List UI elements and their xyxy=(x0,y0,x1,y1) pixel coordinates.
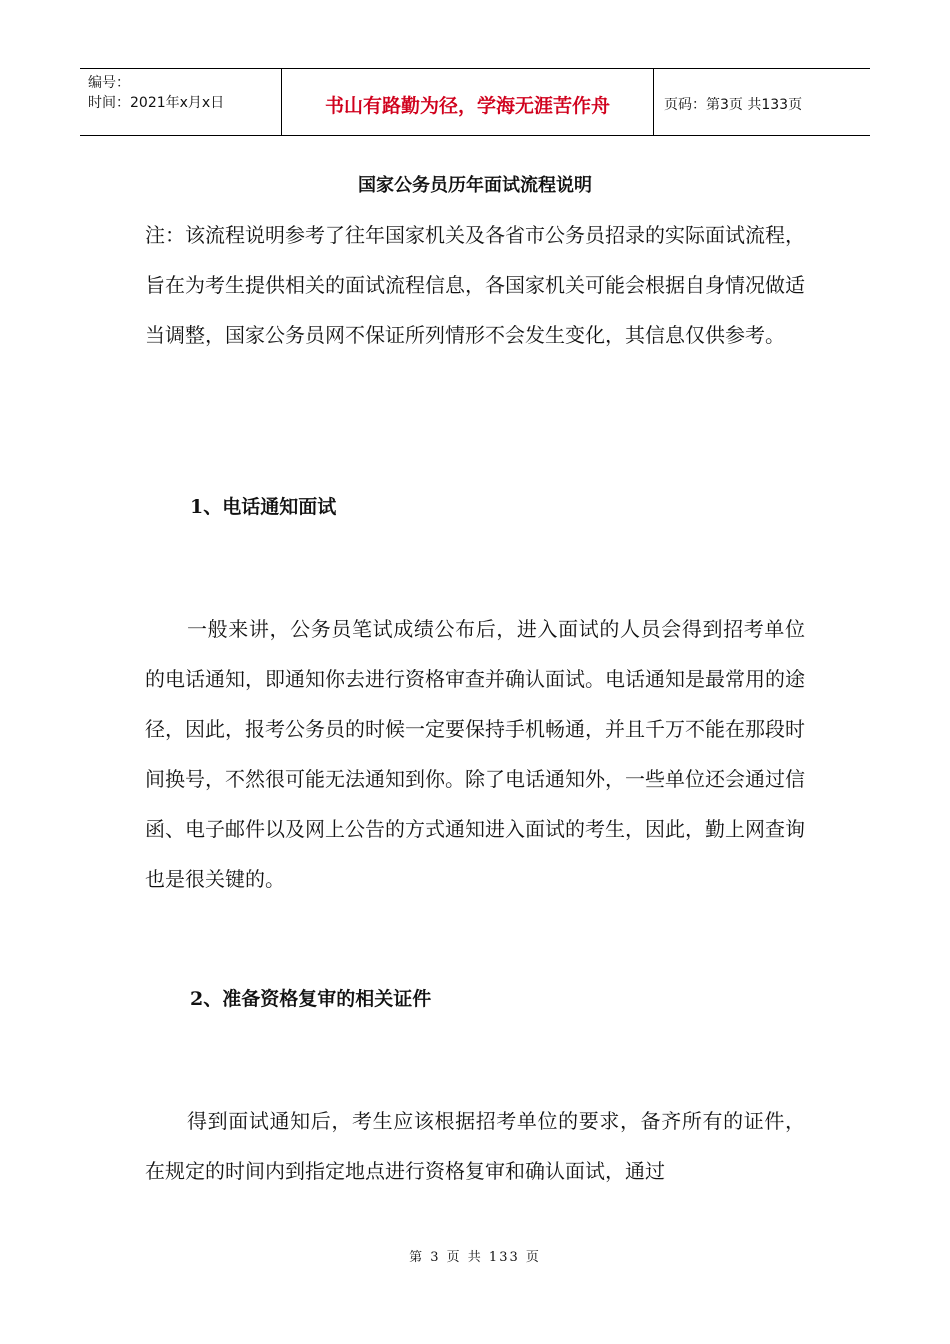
document-title: 国家公务员历年面试流程说明 xyxy=(358,175,592,196)
note-paragraph: 注：该流程说明参考了往年国家机关及各省市公务员招录的实际面试流程，旨在为考生提供相关的面试流程信息，各国家机关可能会根据自身情况做适当调整，国家公务员网不保证所列情形不会发生变化，其信息仅供参考。 xyxy=(145,223,805,347)
number-label: 编号： xyxy=(88,75,130,91)
section-heading-1: 1、电话通知面试 xyxy=(190,496,337,518)
section-body-2: 得到面试通知后，考生应该根据招考单位的要求，备齐所有的证件，在规定的时间内到指定地点进行资格复审和确认面试，通过 xyxy=(145,1109,805,1183)
header-motto: 书山有路勤为径，学海无涯苦作舟 xyxy=(282,69,654,135)
section-body-1: 一般来讲，公务员笔试成绩公布后，进入面试的人员会得到招考单位的电话通知，即通知你去进行资格审查并确认面试。电话通知是最常用的途径，因此，报考公务员的时候一定要保持手机畅通，并且千万不能在那段时间换号，不然很可能无法通知到你。除了电话通知外，一些单位还会通过信函、电子邮件以及网上公告的方式通知进入面试的考生，因此，勤上网查询也是很关键的。 xyxy=(145,617,805,891)
header-left-cell xyxy=(80,69,282,135)
time-label: 时间：2021年x月x日 xyxy=(88,95,225,111)
section-heading-2: 2、准备资格复审的相关证件 xyxy=(190,988,432,1010)
page-footer: 第 3 页 共 133 页 xyxy=(409,1250,541,1265)
header-page-info: 页码：第3页 共133页 xyxy=(664,97,803,113)
page-header-table xyxy=(80,68,870,136)
